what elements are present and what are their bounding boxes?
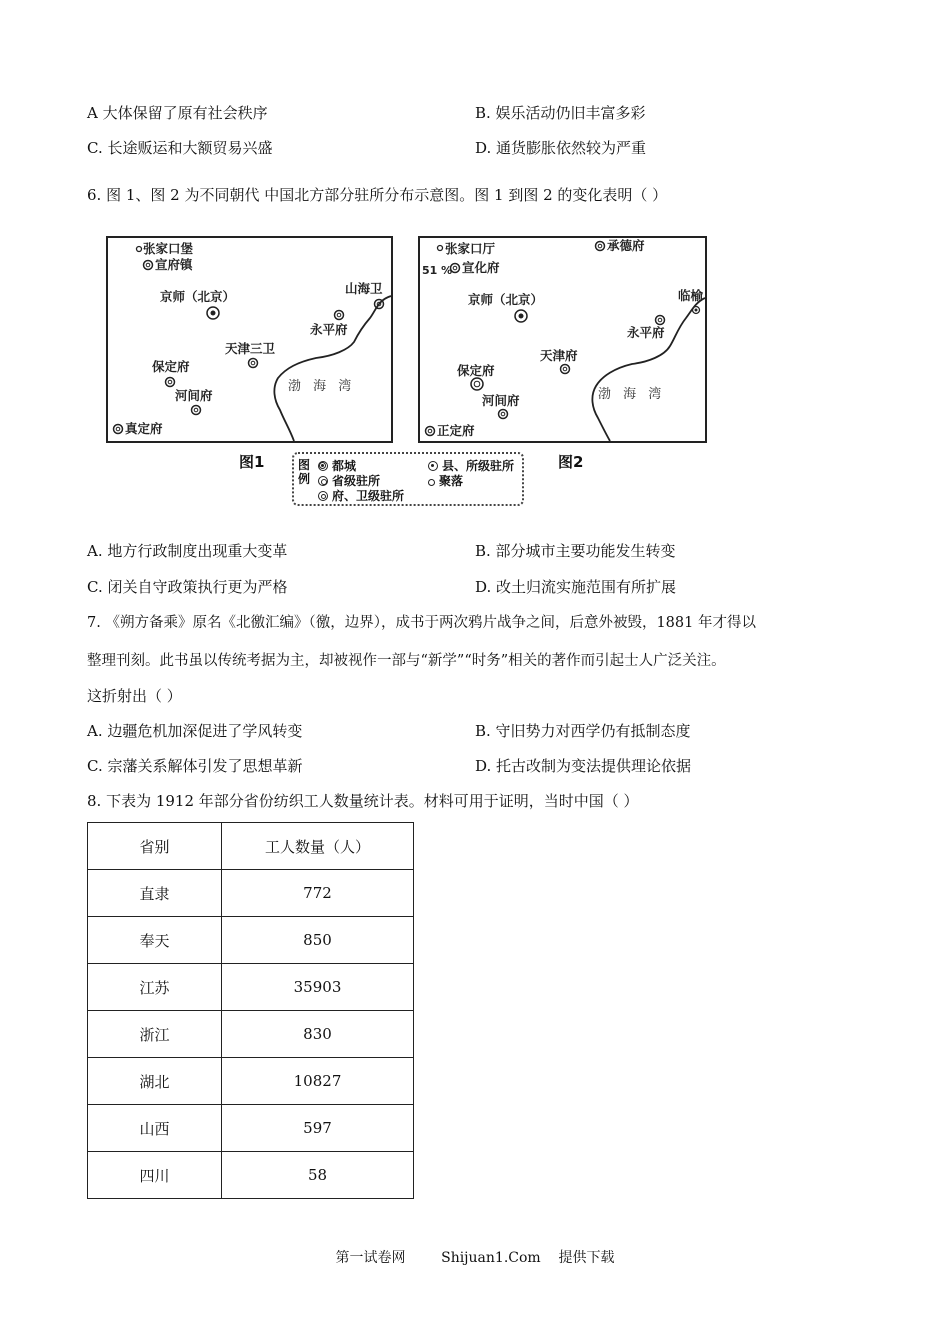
map1-label-yongping: 永平府	[310, 322, 348, 337]
page-footer: 第一试卷网 Shijuan1.Com 提供下载	[335, 1250, 615, 1266]
q8-stem: 8. 下表为 1912 年部分省份纺织工人数量统计表。材料可用于证明，当时中国（ ）	[87, 792, 639, 810]
table-row	[88, 870, 414, 917]
map2-label-xuanhua: 宣化府	[462, 260, 500, 275]
map2-label-yongping: 永平府	[627, 325, 665, 340]
table-row	[88, 1152, 414, 1199]
table-cell-province: 江苏	[88, 964, 222, 1011]
map2-label-zhangjiakou: 张家口厅	[445, 241, 496, 256]
table-header-row	[88, 823, 414, 870]
table-cell-workers: 830	[222, 1011, 414, 1058]
table-row	[88, 917, 414, 964]
q7-option-b: B. 守旧势力对西学仍有抵制态度	[475, 722, 691, 740]
table-cell-workers: 10827	[222, 1058, 414, 1105]
q5-option-a: A 大体保留了原有社会秩序	[87, 104, 268, 122]
table-cell-province: 直隶	[88, 870, 222, 917]
table-row	[88, 1105, 414, 1152]
table-cell-province: 山西	[88, 1105, 222, 1152]
map-1-svg	[108, 238, 391, 441]
table-cell-province: 四川	[88, 1152, 222, 1199]
legend-title: 图例	[298, 458, 311, 486]
q7-option-a: A. 边疆危机加深促进了学风转变	[87, 722, 303, 740]
table-header-province: 省别	[88, 823, 222, 870]
map1-label-xuanfu: 宣府镇	[155, 257, 193, 272]
map1-label-zhangjiakou: 张家口堡	[143, 241, 194, 256]
figure-1-caption: 图1	[239, 453, 265, 471]
q6-option-b: B. 部分城市主要功能发生转变	[475, 542, 676, 560]
map1-label-zhending: 真定府	[125, 421, 163, 436]
q7-stem-line-3: 这折射出（ ）	[87, 687, 182, 705]
map1-bay-label: 渤 海 湾	[288, 379, 356, 394]
legend-item-provincial: 省级驻所	[318, 472, 380, 489]
table-cell-workers: 850	[222, 917, 414, 964]
table-row	[88, 1058, 414, 1105]
table-cell-province: 奉天	[88, 917, 222, 964]
q6-stem: 6. 图 1、图 2 为不同朝代 中国北方部分驻所分布示意图。图 1 到图 2 的变化表明（ ）	[87, 186, 668, 204]
capital-symbol-icon	[318, 461, 328, 471]
map2-stray-mark: 51 %	[422, 264, 453, 277]
map1-label-tianjin: 天津三卫	[225, 341, 276, 356]
map-figure-2	[418, 236, 707, 443]
map2-label-jingshi: 京师（北京）	[468, 292, 544, 307]
q7-option-d: D. 托古改制为变法提供理论依据	[475, 757, 692, 775]
table-row	[88, 964, 414, 1011]
legend-item-county: 县、所级驻所	[428, 457, 514, 474]
table-cell-workers: 772	[222, 870, 414, 917]
table-cell-province: 浙江	[88, 1011, 222, 1058]
q5-option-c: C. 长途贩运和大额贸易兴盛	[87, 139, 273, 157]
map2-label-tianjin: 天津府	[540, 348, 578, 363]
q7-stem-line-1: 7. 《朔方备乘》原名《北徼汇编》（徼，边界），成书于两次鸦片战争之间，后意外被毁，1881 年才得以	[87, 615, 756, 631]
map1-label-hejian: 河间府	[175, 388, 213, 403]
figure-2-caption: 图2	[558, 453, 584, 471]
prefecture-seat-symbol-icon	[318, 491, 328, 501]
legend-item-settlement: 聚落	[428, 472, 463, 489]
map1-label-jingshi: 京师（北京）	[160, 289, 236, 304]
q6-option-a: A. 地方行政制度出现重大变革	[87, 542, 288, 560]
table-row	[88, 1011, 414, 1058]
table-header-workers: 工人数量（人）	[222, 823, 414, 870]
legend-item-prefecture: 府、卫级驻所	[318, 487, 404, 504]
map2-label-linyu: 临榆	[678, 288, 704, 303]
map2-label-chengde: 承德府	[607, 238, 645, 253]
q5-option-b: B. 娱乐活动仍旧丰富多彩	[475, 104, 646, 122]
q5-option-d: D. 通货膨胀依然较为严重	[475, 139, 647, 157]
map2-label-baoding: 保定府	[457, 363, 495, 378]
worker-stats-table	[87, 822, 414, 1199]
map1-label-shanhaiwei: 山海卫	[345, 281, 383, 296]
map2-label-hejian: 河间府	[482, 393, 520, 408]
q6-option-d: D. 改土归流实施范围有所扩展	[475, 578, 677, 596]
map-legend	[292, 452, 524, 506]
map-figure-1	[106, 236, 393, 443]
table-cell-province: 湖北	[88, 1058, 222, 1105]
provincial-seat-symbol-icon	[318, 476, 328, 486]
settlement-symbol-icon	[428, 479, 435, 486]
county-seat-symbol-icon	[428, 461, 438, 471]
q7-stem-line-2: 整理刊刻。此书虽以传统考据为主，却被视作一部与“新学”“时务”相关的著作而引起士人广泛关注。	[87, 653, 726, 669]
table-cell-workers: 35903	[222, 964, 414, 1011]
map2-bay-label: 渤 海 湾	[598, 387, 666, 402]
q7-option-c: C. 宗藩关系解体引发了思想革新	[87, 757, 303, 775]
table-cell-workers: 58	[222, 1152, 414, 1199]
map2-label-zhengding: 正定府	[437, 423, 475, 438]
legend-item-capital: 都城	[318, 457, 356, 474]
map-2-svg	[420, 238, 705, 441]
table-cell-workers: 597	[222, 1105, 414, 1152]
map1-label-baoding: 保定府	[152, 359, 190, 374]
q6-option-c: C. 闭关自守政策执行更为严格	[87, 578, 288, 596]
